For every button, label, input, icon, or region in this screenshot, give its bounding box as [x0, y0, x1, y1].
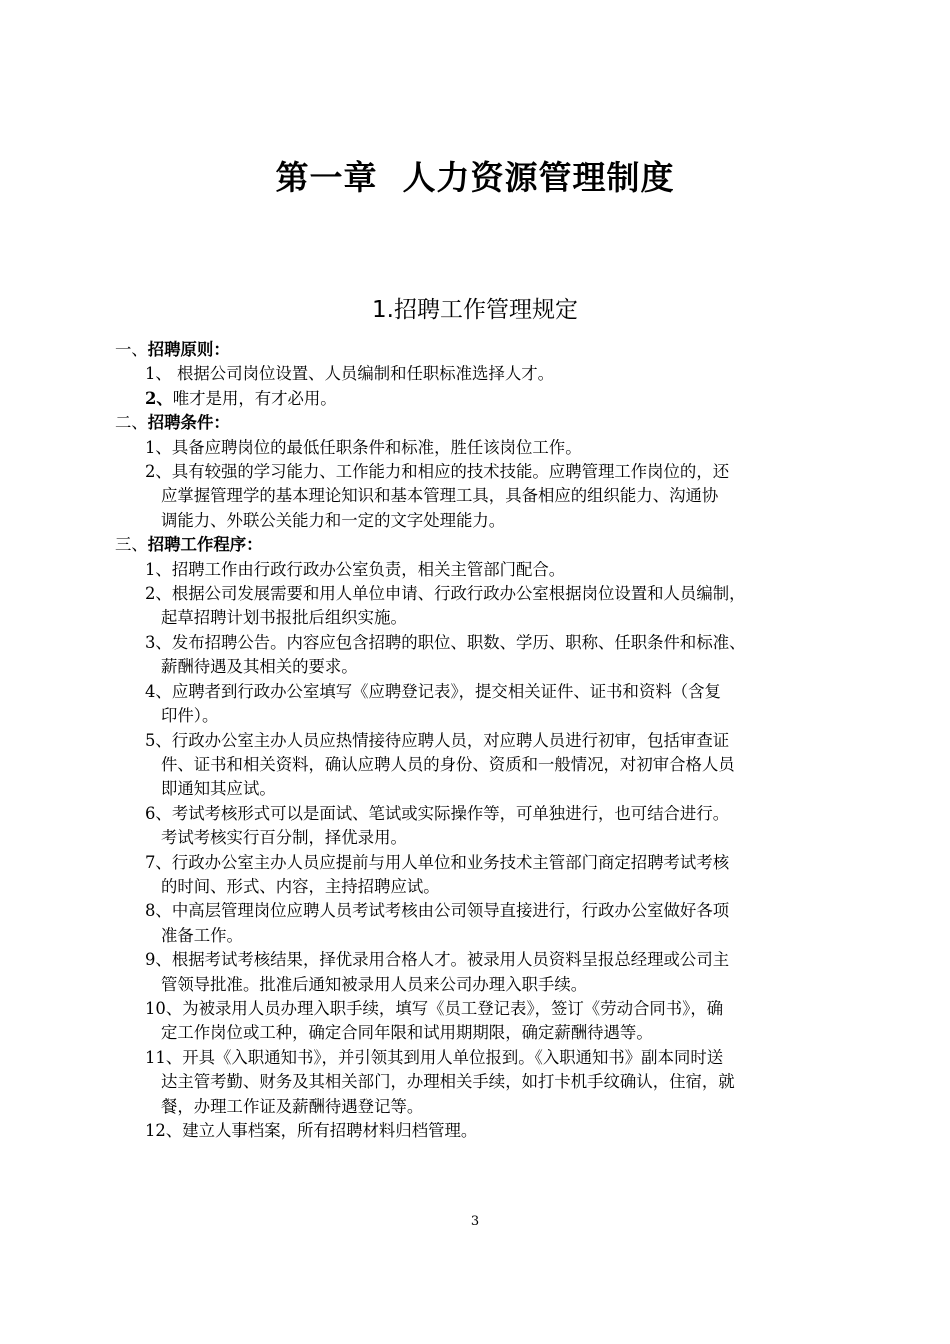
list-item: [115, 802, 855, 851]
list-item-line: 10、为被录用人员办理入职手续，填写《员工登记表》，签订《劳动合同书》，确: [145, 998, 724, 1018]
list-item-line: [145, 387, 855, 411]
list-item: [115, 680, 855, 729]
list-item-line: 起草招聘计划书报批后组织实施。: [161, 608, 407, 628]
list-item-line: 2、根据公司发展需要和用人单位申请、行政行政办公室根据岗位设置和人员编制，: [145, 584, 746, 604]
list-item-line: 薪酬待遇及其相关的要求。: [161, 657, 358, 677]
list-item-line: 7、行政办公室主办人员应提前与用人单位和业务技术主管部门商定招聘考试考核: [145, 852, 730, 872]
list-item: [115, 948, 855, 997]
section-heading-text: 招聘条件：: [147, 413, 230, 433]
list-item-line: 的时间、形式、内容，主持招聘应试。: [161, 876, 440, 896]
list-item: [115, 1046, 855, 1119]
list-item-line: 调能力、外联公关能力和一定的文字处理能力。: [161, 510, 506, 530]
list-item-line: 考试考核实行百分制，择优录用。: [161, 828, 407, 848]
section-heading-text: 招聘原则：: [147, 340, 230, 359]
list-item-line: 3、发布招聘公告。内容应包含招聘的职位、职数、学历、职称、任职条件和标准、: [145, 632, 746, 652]
list-item-line: 2、具有较强的学习能力、工作能力和相应的技术技能。应聘管理工作岗位的，还: [145, 462, 730, 482]
list-item-line: 6、考试考核形式可以是面试、笔试或实际操作等，可单独进行，也可结合进行。: [145, 803, 730, 823]
list-item: [115, 460, 855, 533]
list-item-line: 4、应聘者到行政办公室填写《应聘登记表》，提交相关证件、证书和资料（含复: [145, 681, 721, 701]
list-item-line: 1、具备应聘岗位的最低任职条件和标准，胜任该岗位工作。: [145, 437, 582, 457]
list-item-line: 8、中高层管理岗位应聘人员考试考核由公司领导直接进行，行政办公室做好各项: [145, 901, 730, 921]
list-item-line: 定工作岗位或工种，确定合同年限和试用期期限，确定薪酬待遇等。: [161, 1023, 653, 1043]
list-item: [115, 997, 855, 1046]
list-item-line: 管领导批准。批准后通知被录用人员来公司办理入职手续。: [161, 974, 588, 994]
list-item-line: 印件）。: [161, 706, 219, 726]
list-item-line: 应掌握管理学的基本理论知识和基本管理工具，具备相应的组织能力、沟通协: [161, 486, 719, 506]
list-item-line: 餐，办理工作证及薪酬待遇登记等。: [161, 1096, 424, 1116]
section-heading-number: 二、: [115, 413, 148, 433]
list-item-line: 件、证书和相关资料，确认应聘人员的身份、资质和一般情况，对初审合格人员: [161, 754, 735, 774]
list-item-line: 12、建立人事档案，所有招聘材料归档管理。: [145, 1121, 478, 1140]
section-heading-number: 三、: [115, 535, 148, 555]
list-item-number: 2、: [145, 388, 173, 408]
list-item: [115, 558, 855, 582]
list-item-text: 唯才是用，有才必用。: [172, 388, 337, 408]
chapter-title: 第一章 人力资源管理制度: [275, 158, 675, 197]
section-title: 1.招聘工作管理规定: [372, 297, 578, 323]
section-heading-conditions: [115, 411, 855, 435]
list-item: [115, 899, 855, 948]
list-item-line: 11、开具《入职通知书》，并引领其到用人单位报到。《入职通知书》副本同时送: [145, 1047, 724, 1067]
section-heading-procedure: [115, 533, 855, 557]
section-heading-principles: [115, 338, 855, 362]
list-item: [115, 1119, 855, 1143]
list-item: [115, 631, 855, 680]
list-item: [115, 362, 855, 386]
document-body: [115, 338, 855, 1143]
section-heading-number: 一、: [115, 340, 148, 359]
list-item-line: 即通知其应试。: [161, 779, 276, 799]
list-item-line: 9、根据考试考核结果，择优录用合格人才。被录用人员资料呈报总经理或公司主: [145, 950, 730, 970]
list-item-line: 达主管考勤、财务及其相关部门，办理相关手续，如打卡机手纹确认，住宿，就: [161, 1072, 735, 1092]
list-item: [115, 387, 855, 411]
section-heading-text: 招聘工作程序：: [147, 535, 263, 555]
list-item-line: 1、招聘工作由行政行政办公室负责，相关主管部门配合。: [145, 559, 566, 579]
list-item: [115, 851, 855, 900]
list-item-line: 1、 根据公司岗位设置、人员编制和任职标准选择人才。: [145, 364, 555, 384]
list-item-line: 准备工作。: [161, 925, 243, 945]
list-item: [115, 729, 855, 802]
list-item: [115, 582, 855, 631]
list-item: [115, 436, 855, 460]
list-item-line: 5、行政办公室主办人员应热情接待应聘人员，对应聘人员进行初审，包括审查证: [145, 730, 730, 750]
page-number: 3: [470, 1214, 480, 1229]
